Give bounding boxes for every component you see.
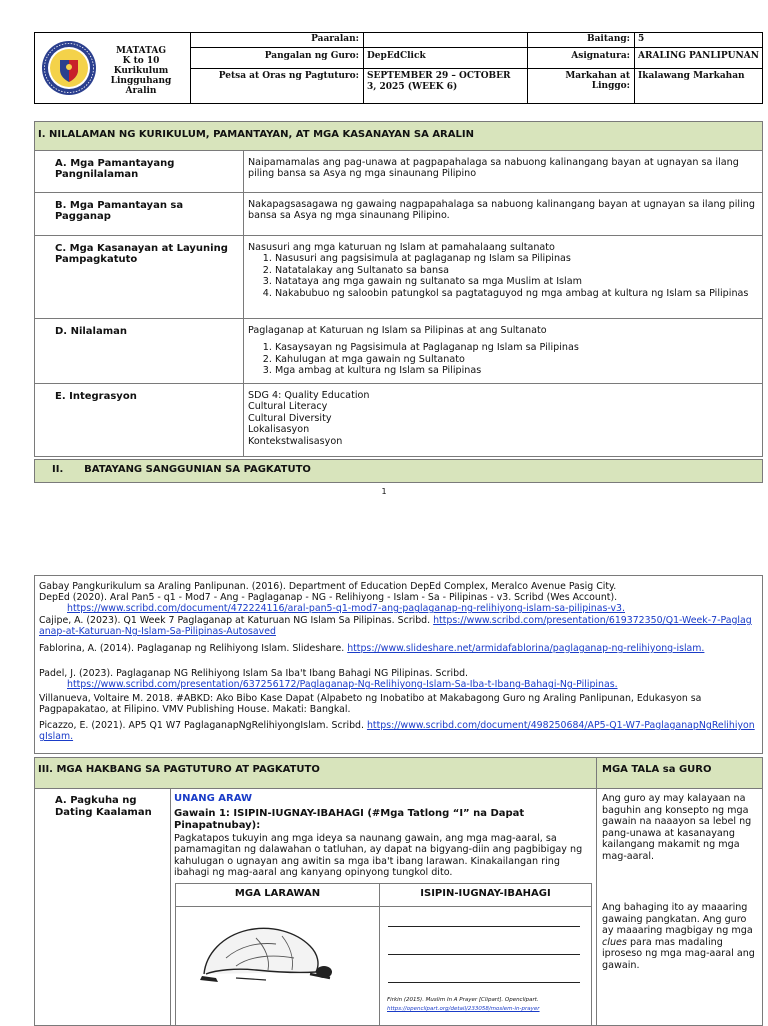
row-integrasyon xyxy=(35,383,762,457)
reference-link[interactable]: https://www.scribd.com/presentation/637256172/Paglaganap-Ng-Relihiyong-Islam-Sa-Iba-t-Ibang-Bahagi-Ng-Pilipinas. xyxy=(67,679,618,691)
activity-text: Pagkatapos tukuyin ang mga ideya sa naunang gawain, ang mga mag-aaral, sa pamamagitan ng dalawahan o tatluhan, ay dapat na bigyang-diin ang pagbibigay ng kahulugan o ugnayan ang awitin sa mga iba't ibang larawan. Kinakailangan ring ibahagi ng mag-aaral ang kanyang opinyong tungkol dito. xyxy=(174,833,583,879)
answer-line[interactable] xyxy=(388,982,580,983)
teacher-note-2: Ang bahaging ito ay maaaring gawaing pangkatan. Ang guro ay maaaring magbigay ng mga clues para mas madaling iproseso ng mga mag-aaral ang gawain. xyxy=(602,902,755,971)
section-3-heading: III. MGA HAKBANG SA PAGTUTURO AT PAGKATUTO xyxy=(35,758,597,789)
teacher-notes-cell xyxy=(597,789,762,1025)
content-list xyxy=(248,342,756,376)
section-3-table xyxy=(34,757,763,1026)
lesson-header xyxy=(34,32,763,104)
muslim-prayer-clipart-icon xyxy=(196,918,336,986)
list-item: 1. Kasaysayan ng Pagsisimula at Paglaganap ng Islam sa Pilipinas xyxy=(275,342,756,353)
integration-line: Kontekstwalisasyon xyxy=(248,435,343,447)
list-item: 1. Nasusuri ang pagsisimula at paglaganap ng Islam sa Pilipinas xyxy=(275,253,756,264)
reference-item: Cajipe, A. (2023). Q1 Week 7 Paglaganap at Katuruan NG Islam Sa Pilipinas. Scribd. https://www.scribd.com/presentation/619372350/Q1-Week-7-Paglaganap-at-Katuruan-Ng-Islam-Sa-Pilipinas-Autosaved xyxy=(39,615,752,638)
list-item: 3. Mga ambag at kultura ng Islam sa Pilipinas xyxy=(275,365,756,376)
reference-item: DepEd (2020). Aral Pan5 - q1 - Mod7 - Ang - Paglaganap - NG - Relihiyong - Islam - Sa - Pilipinas - v3. Scribd (Wes Account). https://www.scribd.com/document/472224116/aral-pan5-q1-mod7-ang-paglaganap-ng-relihiyong-islam-sa-pilipinas-v3. xyxy=(39,592,625,615)
list-item: 3. Natataya ang mga gawain ng sultanato sa mga Muslim at Islam xyxy=(275,276,756,287)
petsa-label: Petsa at Oras ng Pagtuturo: xyxy=(218,71,359,81)
teacher-notes-heading: MGA TALA sa GURO xyxy=(597,758,762,789)
row-text: Paglaganap at Katuruan ng Islam sa Pilipinas at ang Sultanato xyxy=(248,325,547,336)
list-item: 2. Natatalakay ang Sultanato sa bansa xyxy=(275,265,756,276)
integration-line: Cultural Literacy xyxy=(248,401,328,413)
day-label: UNANG ARAW xyxy=(174,793,253,804)
row-pamantayang-pangnilalaman xyxy=(35,151,762,192)
step-label-cell xyxy=(35,789,171,1025)
row-label: D. Nilalaman xyxy=(55,326,128,337)
row-kasanayan-at-layunin xyxy=(35,235,762,319)
paaralan-label: Paaralan: xyxy=(311,34,359,44)
header-title: MATATAG K to 10 Kurikulum Lingguhang Aralin xyxy=(110,46,172,96)
reference-link[interactable]: https://www.scribd.com/document/498250684/AP5-Q1-W7-PaglaganapNgRelihiyongIslam. xyxy=(39,720,755,743)
baitang-label: Baitang: xyxy=(586,34,630,44)
reference-link[interactable]: https://www.scribd.com/document/472224116/aral-pan5-q1-mod7-ang-paglaganap-ng-relihiyong-islam-sa-pilipinas-v3. xyxy=(67,603,625,615)
row-text: Nasusuri ang mga katuruan ng Islam at pamahalaang sultanato xyxy=(248,242,555,253)
section-2-heading: II. BATAYANG SANGGUNIAN SA PAGKATUTO xyxy=(34,459,763,483)
markahan-label: Markahan at Linggo: xyxy=(565,71,630,91)
row-label: A. Mga Pamantayang Pangnilalaman xyxy=(55,158,175,180)
answer-line[interactable] xyxy=(388,926,580,927)
answer-line[interactable] xyxy=(388,954,580,955)
section-1-table xyxy=(34,150,763,457)
image-credit-link[interactable]: https://openclipart.org/detail/233058/moslem-in-prayer xyxy=(387,1006,540,1012)
inner-activity-table xyxy=(175,883,592,1026)
reference-item: Villanueva, Voltaire M. 2018. #ABKD: Ako Bibo Kase Dapat (Alpabeto ng Inobatibo at Makabagong Guro ng Araling Panlipunan, Edukasyon sa Pagpapakatao, at Filipino. VMV Publishing House. Makati: Bangkal. xyxy=(39,693,702,716)
row-text: Naipamamalas ang pag-unawa at pagpapahalaga sa nabuong kalinangang bayan at ugnayan sa ilang piling bansa sa Asya ng mga sinaunang Pilipino xyxy=(248,157,739,180)
list-item: 4. Nakabubuo ng saloobin patungkol sa pagtataguyod ng mga ambag at kultura ng Islam sa Pilipinas xyxy=(275,288,756,299)
section-1-heading: I. NILALAMAN NG KURIKULUM, PAMANTAYAN, AT MGA KASANAYAN SA ARALIN xyxy=(34,121,763,151)
reference-link[interactable]: https://www.slideshare.net/armidafablorina/paglaganap-ng-relihiyong-islam. xyxy=(347,643,705,654)
row-label: B. Mga Pamantayan sa Pagganap xyxy=(55,200,184,222)
header-fields xyxy=(191,33,762,103)
petsa-value: SEPTEMBER 29 – OCTOBER 3, 2025 (WEEK 6) xyxy=(367,71,511,92)
guro-value: DepEdClick xyxy=(367,51,426,61)
asignatura-value: ARALING PANLIPUNAN xyxy=(638,51,759,61)
deped-seal-icon xyxy=(41,40,97,96)
col-images-header: MGA LARAWAN xyxy=(234,888,321,899)
markahan-value: Ikalawang Markahan xyxy=(638,71,745,81)
baitang-value: 5 xyxy=(638,34,645,44)
asignatura-label: Asignatura: xyxy=(571,51,630,61)
row-pamantayan-sa-pagganap xyxy=(35,192,762,236)
teacher-note-1: Ang guro ay may kalayaan na baguhin ang konsepto ng mga gawain na naaayon sa lebel ng pang-unawa at kasanayang kailangang makamit ng mga mag-aaral. xyxy=(602,793,752,862)
references-box xyxy=(34,575,763,754)
reference-item: Fablorina, A. (2014). Paglaganap ng Relihiyong Islam. Slideshare. https://www.slideshare.net/armidafablorina/paglaganap-ng-relihiyong-islam. xyxy=(39,643,705,654)
row-content xyxy=(248,242,756,299)
activity-title: Gawain 1: ISIPIN-IUGNAY-IBAHAGI (#Mga Tatlong “I” na Dapat Pinapatnubay): xyxy=(174,808,525,831)
row-text: Nakapagsasagawa ng gawaing nagpapahalaga sa nabuong kalinangang bayan at ugnayan sa ilang piling bansa sa Asya ng mga sinaunang Pilipino. xyxy=(248,199,755,222)
header-logo-cell xyxy=(35,33,191,103)
guro-label: Pangalan ng Guro: xyxy=(264,51,359,61)
row-content xyxy=(248,325,756,377)
reference-item: Padel, J. (2023). Paglaganap NG Relihiyong Islam Sa Iba't Ibang Bahagi NG Pilipinas. Scribd. https://www.scribd.com/presentation/637256172/Paglaganap-Ng-Relihiyong-Islam-Sa-Iba-t-Ibang-Bahagi-Ng-Pilipinas. xyxy=(39,668,618,691)
activity-cell xyxy=(171,789,597,1025)
list-item: 2. Kahulugan at mga gawain ng Sultanato xyxy=(275,354,756,365)
row-nilalaman xyxy=(35,318,762,384)
integration-line: Cultural Diversity xyxy=(248,412,332,424)
page-number: 1 xyxy=(381,487,387,496)
row-label: C. Mga Kasanayan at Layuning Pampagkatuto xyxy=(55,243,228,265)
reference-item: Picazzo, E. (2021). AP5 Q1 W7 PaglaganapNgRelihiyongIslam. Scribd. https://www.scribd.com/document/498250684/AP5-Q1-W7-PaglaganapNgRelihiyongIslam. xyxy=(39,720,755,743)
row-content xyxy=(248,390,756,447)
objectives-list xyxy=(248,253,756,299)
col-think-header: ISIPIN-IUGNAY-IBAHAGI xyxy=(420,888,551,899)
integration-line: SDG 4: Quality Education xyxy=(248,390,370,401)
reference-item: Gabay Pangkurikulum sa Araling Panlipunan. (2016). Department of Education DepEd Complex, Meralco Avenue Pasig City. xyxy=(39,581,617,592)
integration-line: Lokalisasyon xyxy=(248,424,310,436)
step-label: A. Pagkuha ng Dating Kaalaman xyxy=(55,795,152,818)
reference-link[interactable]: https://www.scribd.com/presentation/619372350/Q1-Week-7-Paglaganap-at-Katuruan-Ng-Islam-Sa-Pilipinas-Autosaved xyxy=(39,615,752,638)
image-credit: Firkin (2015). Muslim In A Prayer [Clipart]. Openclipart. https://openclipart.org/detail/233058/moslem-in-prayer xyxy=(387,997,540,1012)
row-label: E. Integrasyon xyxy=(55,391,137,402)
